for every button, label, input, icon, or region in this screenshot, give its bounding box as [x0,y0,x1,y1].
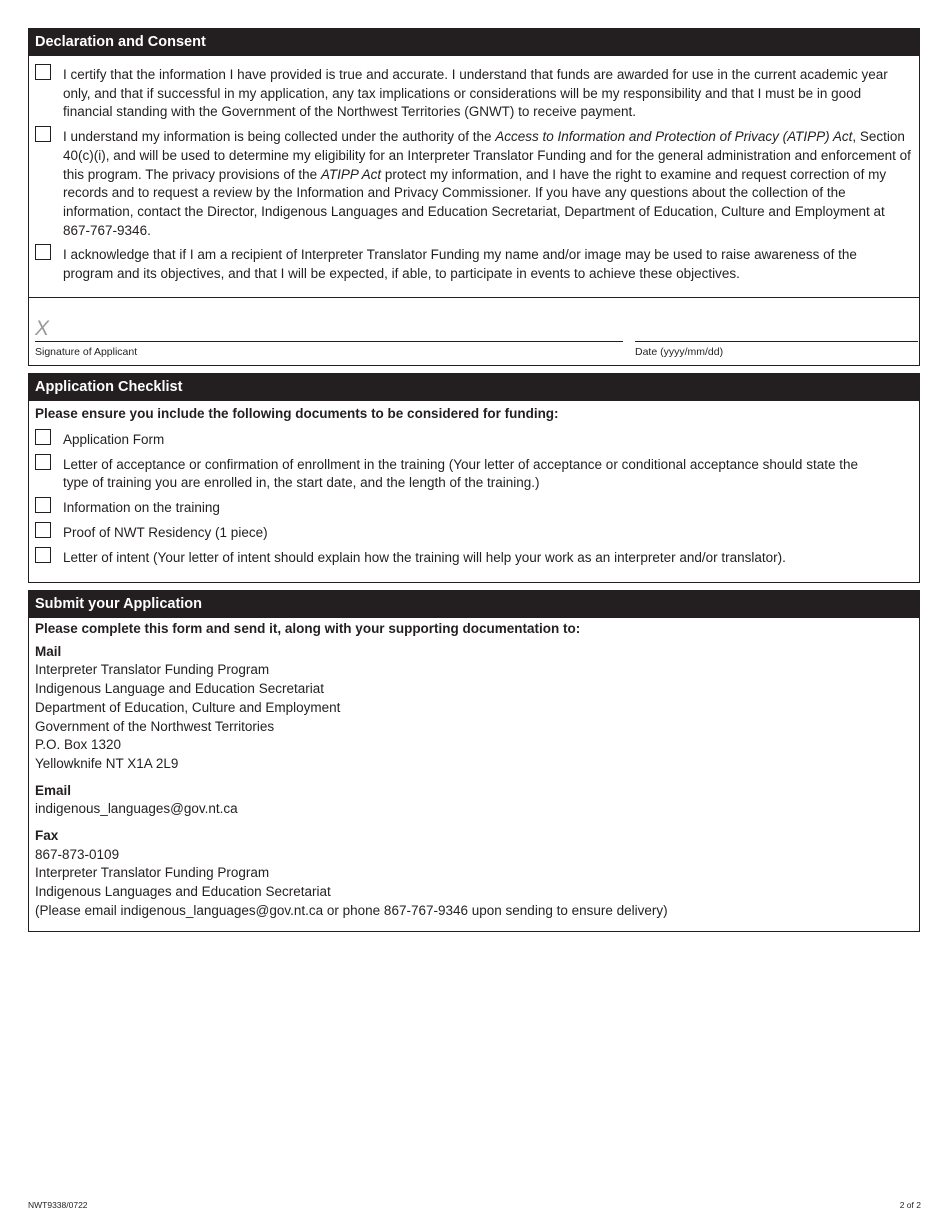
declaration-text-2: I understand my information is being collected under the authority of the Access to Information and Protection of Privacy (ATIPP) Act, Section 40(c)(i), and will be used to determine my eligibility for an Interpreter Translator Funding and for the general administration and enforcement of this program. The privacy provisions of the ATIPP Act protect my information, and I have the right to examine and request correction of my records and to request a review by the Information and Privacy Commissioner. If you have any questions about the collection of the information, contact the Director, Indigenous Languages and Education Secretariat, Department of Education, Culture and Employment at 867-767-9346. [63,129,911,238]
declaration-text-1: I certify that the information I have provided is true and accurate. I understand that funds are awarded for use in the current academic year only, and that if successful in my application, any tax implications or considerations will be my responsibility and that I must be in good financial standing with the Government of the Northwest Territories (GNWT) to receive payment. [63,67,888,120]
mail-line: Indigenous Language and Education Secretariat [35,681,324,697]
checklist-checkbox-3[interactable] [35,497,51,513]
checklist-text-4: Proof of NWT Residency (1 piece) [63,524,268,540]
checklist-item-2 [29,456,919,493]
mail-line: Interpreter Translator Funding Program [35,662,270,678]
fax-line: Indigenous Languages and Education Secretariat [35,884,331,900]
checklist-section [28,373,920,583]
checklist-text-2: Letter of acceptance or confirmation of enrollment in the training (Your letter of acceptance or conditional acceptance should state the type of training you are enrolled in, the start date, and the length of the training.) [63,456,858,491]
submit-intro: Please complete this form and send it, along with your supporting documentation to: [35,621,581,636]
checklist-heading: Application Checklist [29,374,919,401]
declaration-item-3 [29,246,919,283]
declaration-heading: Declaration and Consent [29,29,919,56]
checklist-intro: Please ensure you include the following documents to be considered for funding: [35,406,559,421]
checklist-checkbox-5[interactable] [35,547,51,563]
submit-heading: Submit your Application [29,591,919,618]
mail-line: P.O. Box 1320 [35,737,122,753]
checklist-checkbox-1[interactable] [35,429,51,445]
signature-x-mark: X [35,317,50,340]
mail-heading: Mail [35,643,62,659]
fax-line: (Please email indigenous_languages@gov.nt.ca or phone 867-767-9346 upon sending to ensure delivery) [35,902,668,918]
mail-line: Yellowknife NT X1A 2L9 [35,755,179,771]
submit-section [28,590,920,932]
checklist-item-5 [29,549,919,568]
mail-line: Department of Education, Culture and Employment [35,699,341,715]
checklist-text-1: Application Form [63,432,165,447]
declaration-section [28,28,920,366]
checklist-text-5: Letter of intent (Your letter of intent should explain how the training will help your work as an interpreter and/or translator). [63,549,786,565]
fax-line: Interpreter Translator Funding Program [35,865,270,881]
checklist-checkbox-4[interactable] [35,522,51,538]
declaration-divider [29,297,919,298]
mail-line: Government of the Northwest Territories [35,718,275,734]
declaration-item-1 [29,66,919,122]
page-number: 2 of 2 [899,1200,921,1210]
declaration-checkbox-1[interactable] [35,64,51,80]
declaration-checkbox-3[interactable] [35,244,51,260]
signature-label: Signature of Applicant [35,346,138,358]
declaration-text-3: I acknowledge that if I am a recipient of Interpreter Translator Funding my name and/or image may be used to raise awareness of the program and its objectives, and that I will be expected, if able, to participate in events to achieve these objectives. [63,247,857,282]
checklist-checkbox-2[interactable] [35,454,51,470]
email-heading: Email [35,782,72,798]
checklist-text-3: Information on the training [63,500,220,516]
date-label: Date (yyyy/mm/dd) [635,346,724,358]
checklist-item-3 [29,499,919,518]
fax-line: 867-873-0109 [35,846,120,862]
form-code: NWT9338/0722 [28,1200,88,1210]
fax-heading: Fax [35,828,59,844]
date-line[interactable] [635,341,918,342]
email-address[interactable]: indigenous_languages@gov.nt.ca [35,801,238,817]
declaration-item-2 [29,128,919,240]
declaration-checkbox-2[interactable] [35,126,51,142]
checklist-item-1 [29,431,919,450]
signature-line[interactable] [35,341,623,342]
checklist-item-4 [29,524,919,543]
